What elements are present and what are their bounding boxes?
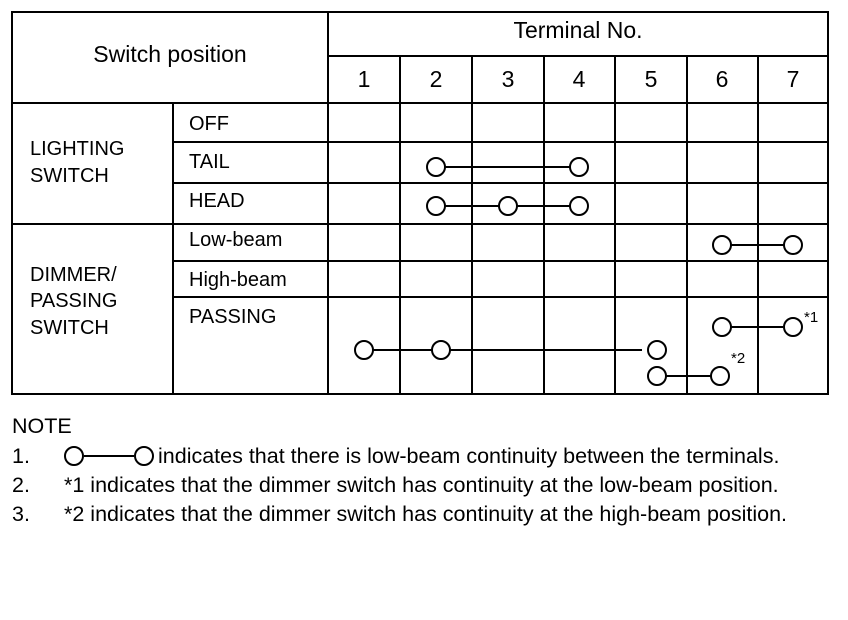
note-text: indicates that there is low-beam continuity between the terminals. bbox=[158, 444, 780, 468]
continuity-symbol-icon bbox=[64, 444, 154, 468]
continuity-circle bbox=[427, 197, 445, 215]
continuity-circle bbox=[648, 341, 666, 359]
footnote-mark-1: *1 bbox=[804, 309, 819, 326]
note-text: *1 indicates that the dimmer switch has continuity at the low-beam position. bbox=[64, 473, 779, 497]
group-label-lighting: SWITCH bbox=[30, 165, 109, 187]
continuity-circle bbox=[355, 341, 373, 359]
continuity-circle bbox=[713, 236, 731, 254]
continuity-circle bbox=[713, 318, 731, 336]
group-label-dimmer: SWITCH bbox=[30, 317, 109, 339]
position-label-passing: PASSING bbox=[189, 306, 277, 328]
group-label-lighting: LIGHTING bbox=[30, 138, 125, 160]
position-label-high-beam: High-beam bbox=[189, 269, 287, 291]
note-number: 2. bbox=[12, 473, 30, 497]
continuity-circle bbox=[499, 197, 517, 215]
position-label-low-beam: Low-beam bbox=[189, 229, 283, 251]
note-item bbox=[12, 442, 837, 471]
continuity-circle bbox=[427, 158, 445, 176]
note-number: 1. bbox=[12, 444, 30, 468]
note-number: 3. bbox=[12, 502, 30, 526]
table-grid bbox=[12, 12, 828, 394]
position-label-tail: TAIL bbox=[189, 151, 230, 173]
footnote-mark-2: *2 bbox=[731, 350, 746, 367]
continuity-circle bbox=[570, 158, 588, 176]
terminal-label: 4 bbox=[572, 66, 586, 92]
terminal-label: 3 bbox=[501, 66, 515, 92]
terminal-no-header: Terminal No. bbox=[513, 17, 643, 43]
group-label-dimmer: DIMMER/ bbox=[30, 264, 117, 286]
note-item bbox=[12, 471, 837, 500]
note-text: *2 indicates that the dimmer switch has continuity at the high-beam position. bbox=[64, 502, 788, 526]
terminal-label: 1 bbox=[357, 66, 371, 92]
position-label-head: HEAD bbox=[189, 190, 245, 212]
continuity-circle bbox=[570, 197, 588, 215]
terminal-label: 5 bbox=[644, 66, 658, 92]
group-label-dimmer: PASSING bbox=[30, 290, 118, 312]
continuity-circle bbox=[432, 341, 450, 359]
notes-section bbox=[12, 412, 837, 529]
continuity-circle bbox=[784, 318, 802, 336]
terminal-label: 2 bbox=[429, 66, 443, 92]
position-label-off: OFF bbox=[189, 113, 229, 135]
terminal-label: 7 bbox=[786, 66, 800, 92]
terminal-label: 6 bbox=[715, 66, 729, 92]
switch-position-header: Switch position bbox=[93, 41, 247, 67]
continuity-circle bbox=[784, 236, 802, 254]
note-item bbox=[12, 500, 837, 529]
continuity-circle bbox=[648, 367, 666, 385]
continuity-circle bbox=[711, 367, 729, 385]
notes-title: NOTE bbox=[12, 414, 72, 438]
